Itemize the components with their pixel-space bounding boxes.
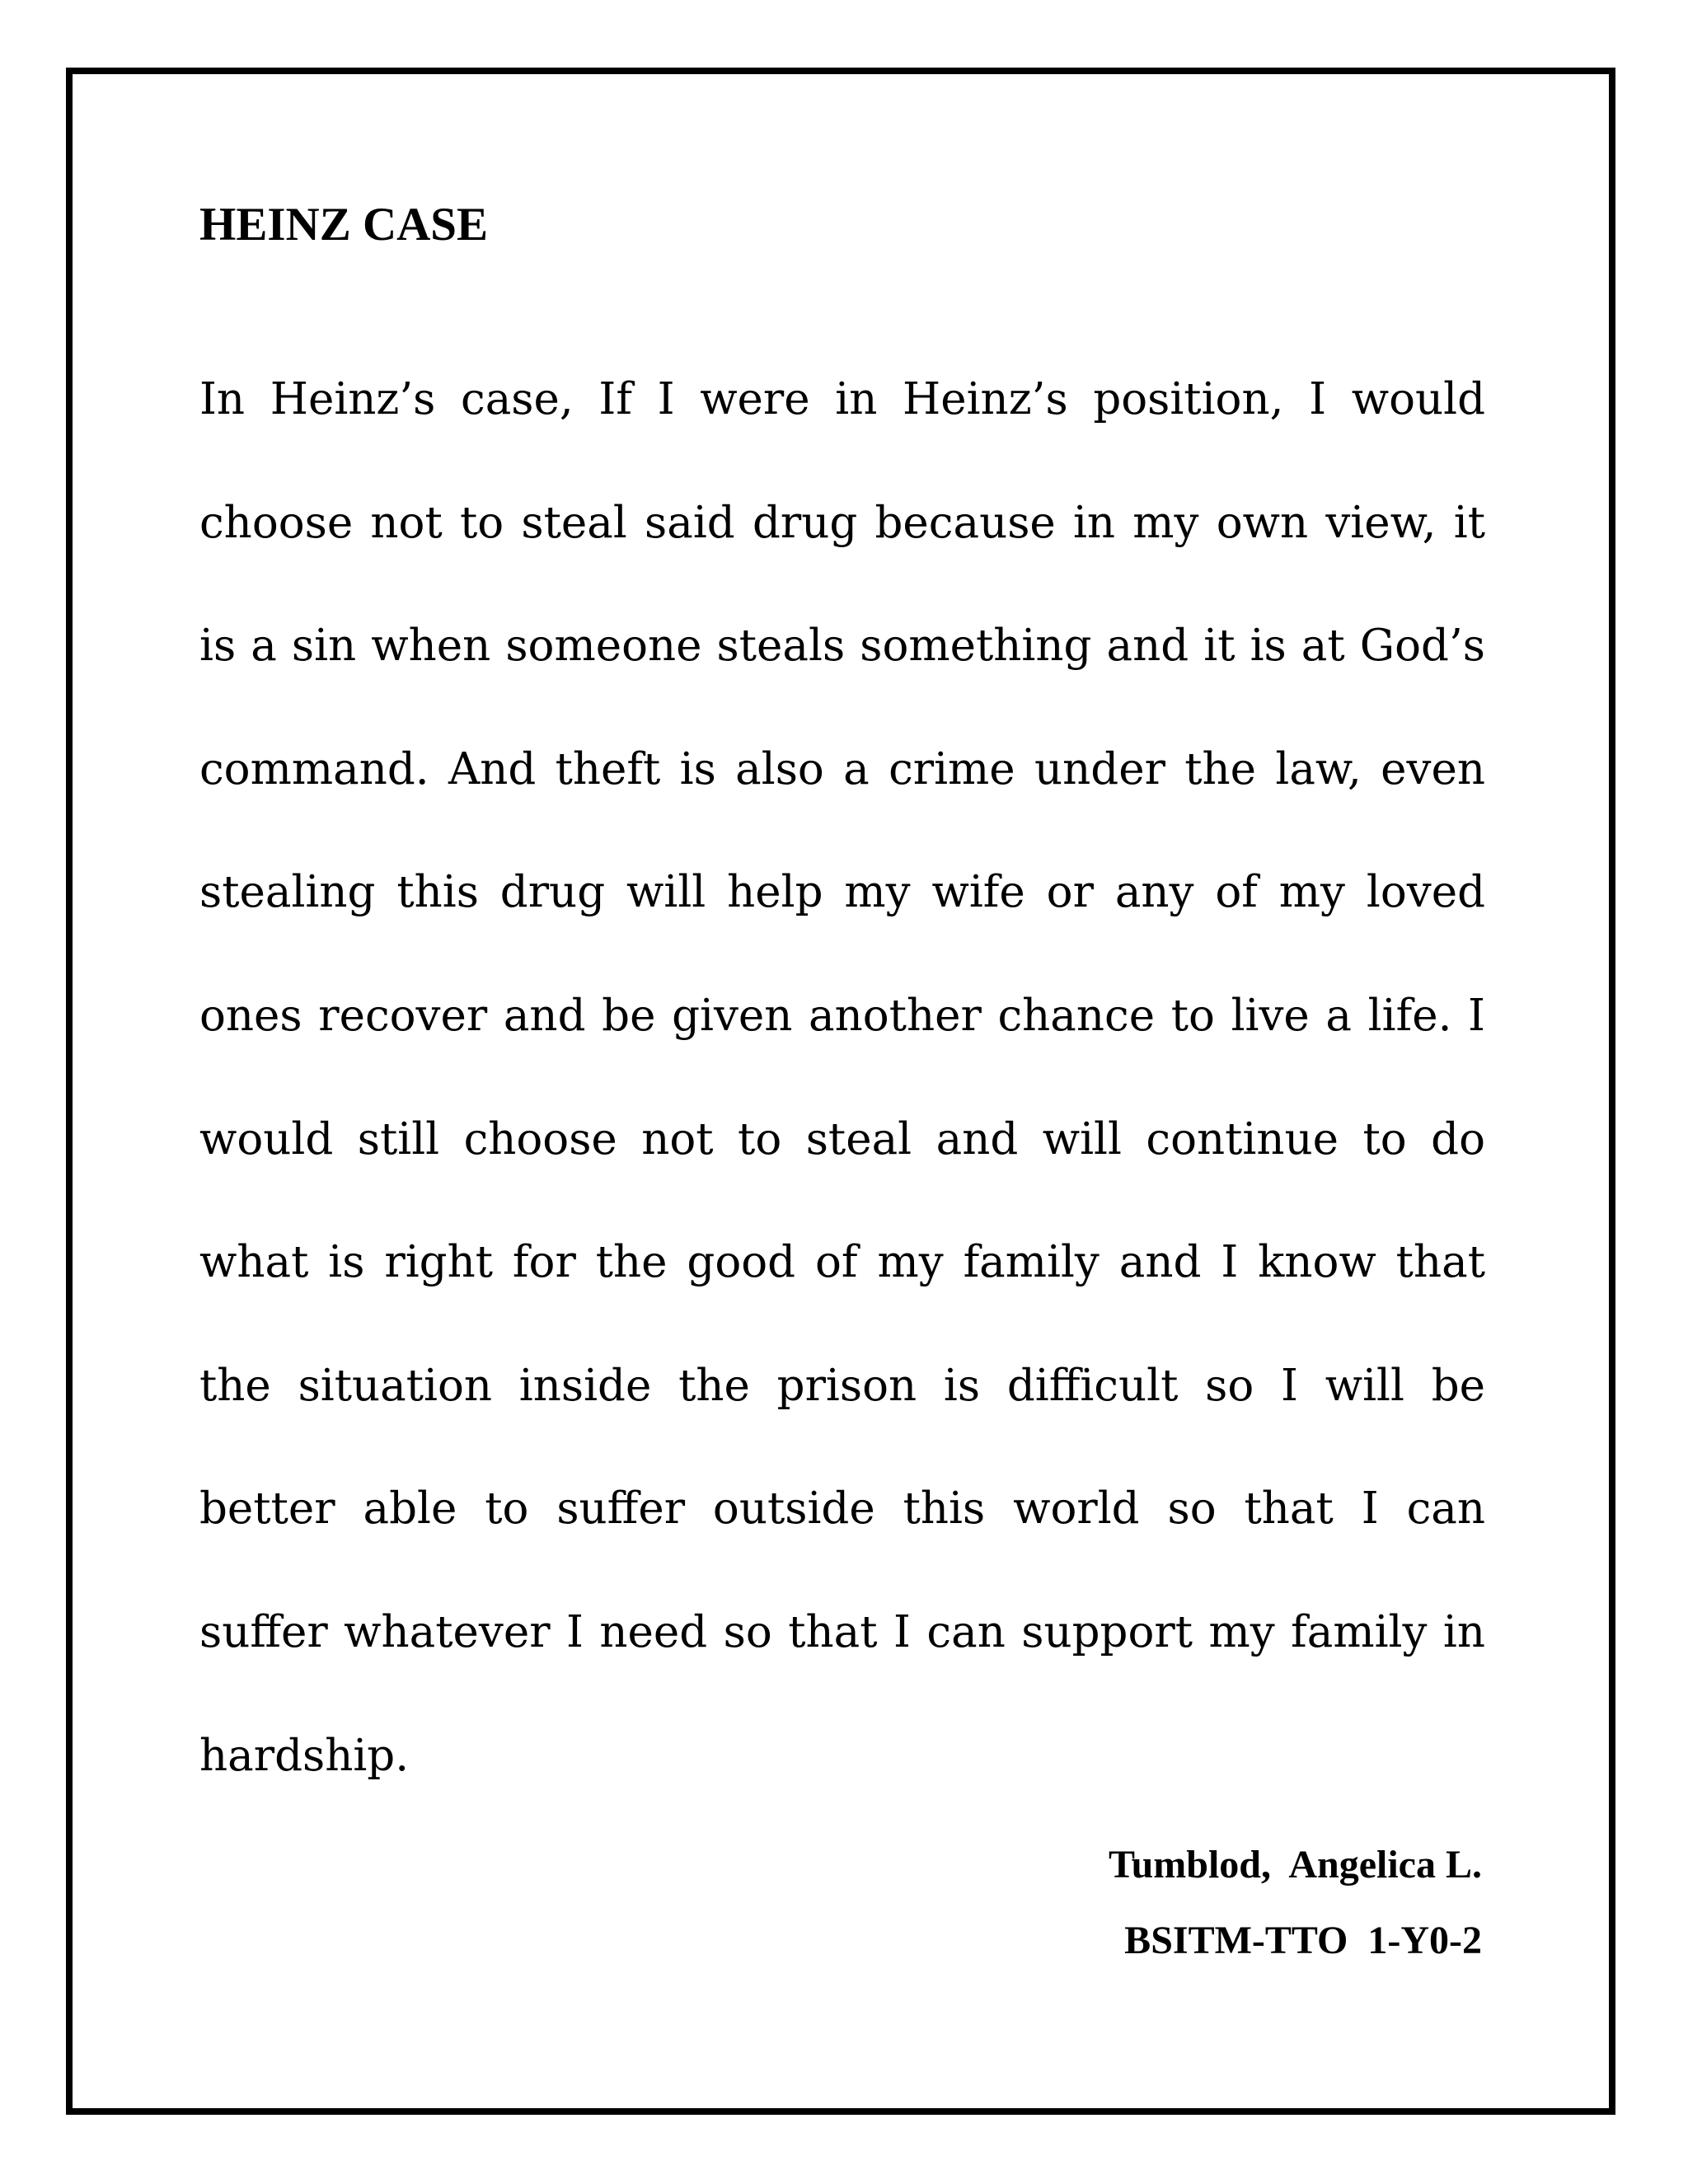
author-name: Tumblod, Angelica L.	[1108, 1843, 1482, 1886]
document-body: In Heinz’s case, If I were in Heinz’s position, I would choose not to steal said drug because in my own view, it is a sin when someone steals something and it is at God’s command. And theft is also a crime under the law, even stealing this drug will help my wife or any of my loved ones recover and be given another chance to live a life. I would still choose not to steal and will continue to do what is right for the good of my family and I know that the situation inside the prison is difficult so I will be better able to suffer outside this world so that I can suffer whatever I need so that I can support my family in hardship.	[199, 374, 1485, 1781]
signature-block	[1109, 1840, 1482, 1966]
class-section: BSITM-TTO 1-Y0-2	[1124, 1919, 1482, 1962]
document-title: HEINZ CASE	[199, 199, 489, 251]
